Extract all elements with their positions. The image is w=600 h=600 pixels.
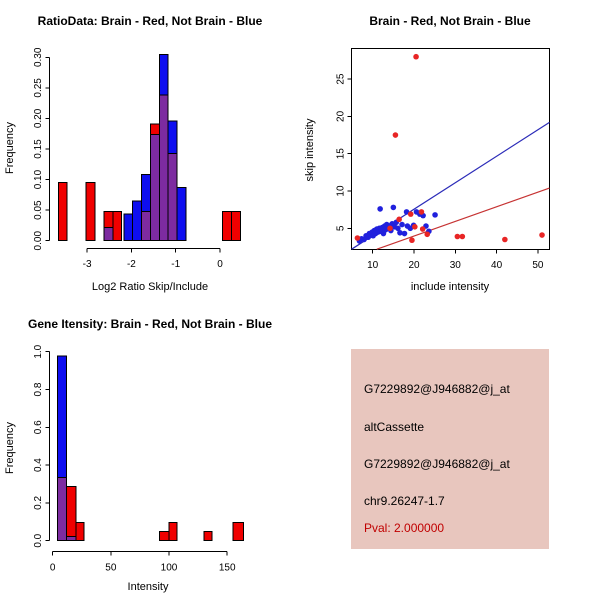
not-brain-points — [357, 205, 438, 244]
svg-text:0.10: 0.10 — [32, 169, 44, 190]
overlap-bar — [104, 227, 113, 240]
blue-point — [377, 206, 383, 212]
gene_hist-bars — [57, 356, 243, 541]
red-bar — [86, 183, 95, 241]
blue-point — [402, 231, 408, 237]
red-point — [420, 226, 426, 232]
red-point — [413, 54, 419, 60]
info-box — [351, 349, 549, 549]
blue-bar — [133, 201, 142, 241]
svg-text:25: 25 — [335, 73, 347, 85]
scatter-title: Brain - Red, Not Brain - Blue — [369, 14, 531, 28]
svg-text:100: 100 — [160, 562, 178, 574]
overlap-bar — [67, 537, 76, 541]
overlap-bar — [159, 95, 168, 241]
red-point — [455, 234, 461, 240]
scatter-xlabel: include intensity — [410, 281, 490, 293]
ratio_hist-bars — [58, 55, 240, 241]
red-bar — [223, 212, 232, 241]
red-point — [539, 232, 545, 238]
red-bar — [160, 532, 169, 541]
ratio-histogram-panel — [0, 0, 300, 300]
scatter-ylabel: skip intensity — [304, 118, 316, 182]
svg-text:0.00: 0.00 — [32, 230, 44, 251]
svg-text:-1: -1 — [171, 258, 181, 270]
overlap-bar — [142, 212, 151, 241]
svg-text:10: 10 — [367, 259, 379, 271]
red-bar — [67, 487, 76, 541]
red-bar — [76, 523, 84, 541]
red-bar — [113, 212, 122, 241]
blue-bar — [124, 214, 133, 241]
red-bar — [169, 523, 177, 541]
red-point — [409, 237, 415, 243]
scatter-panel — [300, 0, 600, 300]
overlap-bar — [150, 134, 159, 240]
svg-text:0.6: 0.6 — [32, 420, 44, 435]
red-bar — [232, 212, 241, 241]
red-point — [424, 231, 430, 237]
ratio-hist-ylabel: Frequency — [4, 122, 16, 174]
svg-text:0: 0 — [49, 562, 56, 574]
svg-text:0.4: 0.4 — [32, 458, 44, 473]
svg-text:5: 5 — [335, 225, 347, 232]
pval-text: Pval: 2.000000 — [364, 521, 445, 535]
red-bar — [233, 523, 243, 541]
svg-text:1.0: 1.0 — [32, 344, 44, 359]
red-fit-line — [377, 188, 550, 249]
gene-hist-ylabel: Frequency — [4, 422, 16, 474]
gene-hist-xlabel: Intensity — [127, 581, 169, 593]
gene-histogram-panel — [0, 300, 300, 600]
red-bar — [58, 183, 67, 241]
gene-hist-title: Gene Itensity: Brain - Red, Not Brain - Blue — [27, 317, 273, 331]
overlap-bar — [57, 478, 66, 541]
red-point — [408, 211, 414, 217]
brain-points — [355, 54, 545, 243]
red-bar — [204, 532, 212, 541]
red-point — [419, 209, 425, 215]
svg-text:0.2: 0.2 — [32, 495, 44, 510]
probe-id-text: G7229892@J946882@j_at — [364, 382, 510, 396]
svg-text:50: 50 — [532, 259, 544, 271]
red-point — [387, 226, 393, 232]
svg-text:0.30: 0.30 — [32, 47, 44, 68]
event-type-text: altCassette — [364, 420, 425, 434]
svg-text:-3: -3 — [82, 258, 92, 270]
svg-text:0.15: 0.15 — [32, 139, 44, 159]
svg-text:50: 50 — [105, 562, 117, 574]
ratio-hist-title: RatioData: Brain - Red, Not Brain - Blue — [37, 14, 263, 28]
blue-point — [391, 205, 397, 211]
svg-text:0.25: 0.25 — [32, 78, 44, 98]
svg-text:0.05: 0.05 — [32, 200, 44, 220]
overlap-bar — [168, 153, 177, 240]
svg-text:0: 0 — [217, 258, 223, 270]
red-point — [355, 235, 361, 241]
red-point — [412, 224, 418, 230]
svg-text:40: 40 — [491, 259, 503, 271]
svg-text:0.8: 0.8 — [32, 382, 44, 397]
svg-text:0.20: 0.20 — [32, 108, 44, 129]
red-point — [396, 217, 402, 223]
location-text: chr9.26247-1.7 — [364, 494, 445, 508]
blue-bar — [177, 188, 186, 241]
svg-text:30: 30 — [449, 259, 461, 271]
red-point — [502, 237, 508, 243]
svg-text:10: 10 — [335, 185, 347, 197]
red-point — [393, 132, 399, 138]
svg-text:0.0: 0.0 — [32, 533, 44, 548]
svg-text:20: 20 — [408, 259, 420, 271]
svg-text:150: 150 — [218, 562, 236, 574]
svg-text:20: 20 — [335, 110, 347, 122]
ratio-hist-xlabel: Log2 Ratio Skip/Include — [91, 281, 209, 293]
svg-text:-2: -2 — [126, 258, 136, 270]
blue-point — [432, 212, 438, 218]
red-point — [460, 234, 466, 240]
probe-id-text-2: G7229892@J946882@j_at — [364, 457, 510, 471]
blue-point — [399, 222, 405, 228]
svg-text:15: 15 — [335, 148, 347, 160]
